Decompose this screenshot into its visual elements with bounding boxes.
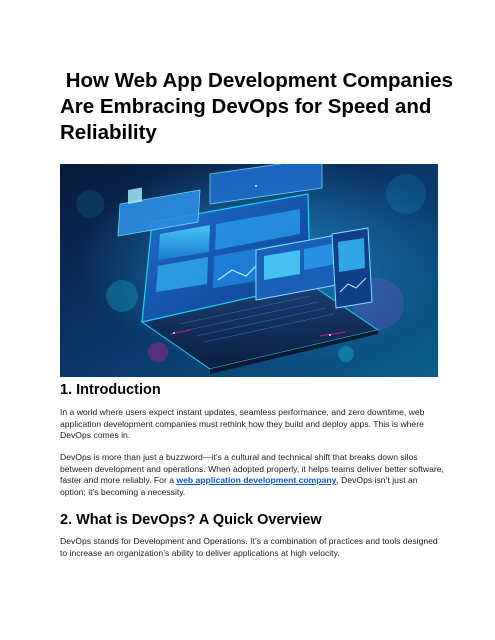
intro-paragraph-2-text-before: DevOps is more than just a buzzword—it’s a cultural and technical shift that breaks down silos between development and operations. When adopted properly, it helps teams deliver better software, faster and more reliably. For a bbox=[60, 452, 444, 486]
page-title: How Web App Development Companies Are Embracing DevOps for Speed and Reliability bbox=[60, 69, 458, 144]
section-heading-what-is-devops: 2. What is DevOps? A Quick Overview bbox=[60, 512, 322, 528]
laptop-devops-illustration-icon bbox=[60, 164, 438, 377]
intro-paragraph-1: In a world where users expect instant updates, seamless performance, and zero downtime, web application development companies must rethink how they build and deploy apps. This is where DevOps comes in. bbox=[60, 407, 425, 441]
hero-image bbox=[60, 164, 438, 377]
intro-paragraph-2 bbox=[60, 452, 444, 498]
devops-overview-paragraph: DevOps stands for Development and Operations. It’s a combination of practices and tools designed to increase an organization’s ability to deliver applications at high velocity. bbox=[60, 536, 438, 558]
section-heading-introduction: 1. Introduction bbox=[60, 382, 161, 398]
web-application-development-company-link[interactable]: web application development company bbox=[176, 475, 337, 486]
intro-paragraph-2-text-after: , DevOps isn’t just an option; it’s becoming a necessity. bbox=[60, 475, 418, 497]
